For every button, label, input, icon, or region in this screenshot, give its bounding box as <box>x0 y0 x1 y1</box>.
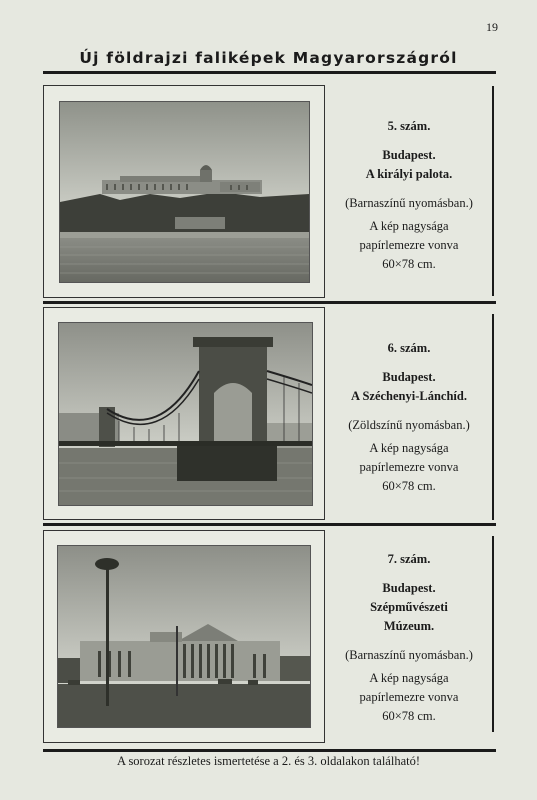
catalog-number: 5. szám. <box>387 119 431 133</box>
print-note: (Zöldszínű nyomásban.) <box>348 418 470 432</box>
print-note: (Barnaszínű nyomásban.) <box>345 648 473 662</box>
size-line: papírlemezre vonva <box>359 238 459 252</box>
catalog-number: 7. szám. <box>387 552 431 566</box>
palace-photo <box>59 101 310 283</box>
subject: Szépművészeti <box>370 600 448 614</box>
city: Budapest. <box>382 148 436 162</box>
top-rule <box>43 71 496 74</box>
page-number: 19 <box>486 20 498 34</box>
size-line: A kép nagysága <box>369 441 449 455</box>
chain-bridge-photo <box>58 322 313 506</box>
size-line: papírlemezre vonva <box>359 460 459 474</box>
city: Budapest. <box>382 370 436 384</box>
picture-frame <box>43 85 325 298</box>
catalog-number: 6. szám. <box>387 341 431 355</box>
page-title: Új földrajzi faliképek Magyarországról <box>79 49 458 67</box>
separator-rule <box>43 301 496 304</box>
museum-photo <box>57 545 311 728</box>
right-vertical-rule <box>492 536 494 732</box>
footer-note: A sorozat részletes ismertetése a 2. és 3. oldalakon található! <box>116 754 420 768</box>
size-line: 60×78 cm. <box>382 709 436 723</box>
separator-rule <box>43 523 496 526</box>
right-vertical-rule <box>492 314 494 520</box>
picture-frame <box>43 307 325 520</box>
picture-frame <box>43 530 325 743</box>
size-line: A kép nagysága <box>369 219 449 233</box>
size-line: 60×78 cm. <box>382 479 436 493</box>
subject: Múzeum. <box>383 619 435 633</box>
print-note: (Barnaszínű nyomásban.) <box>345 196 473 210</box>
subject: A Széchenyi-Lánchíd. <box>351 389 467 403</box>
caption <box>326 339 492 496</box>
caption <box>326 550 492 726</box>
size-line: A kép nagysága <box>369 671 449 685</box>
bottom-rule <box>43 749 496 752</box>
caption <box>326 117 492 274</box>
right-vertical-rule <box>492 86 494 296</box>
size-line: 60×78 cm. <box>382 257 436 271</box>
city: Budapest. <box>382 581 436 595</box>
size-line: papírlemezre vonva <box>359 690 459 704</box>
subject: A királyi palota. <box>365 167 453 181</box>
